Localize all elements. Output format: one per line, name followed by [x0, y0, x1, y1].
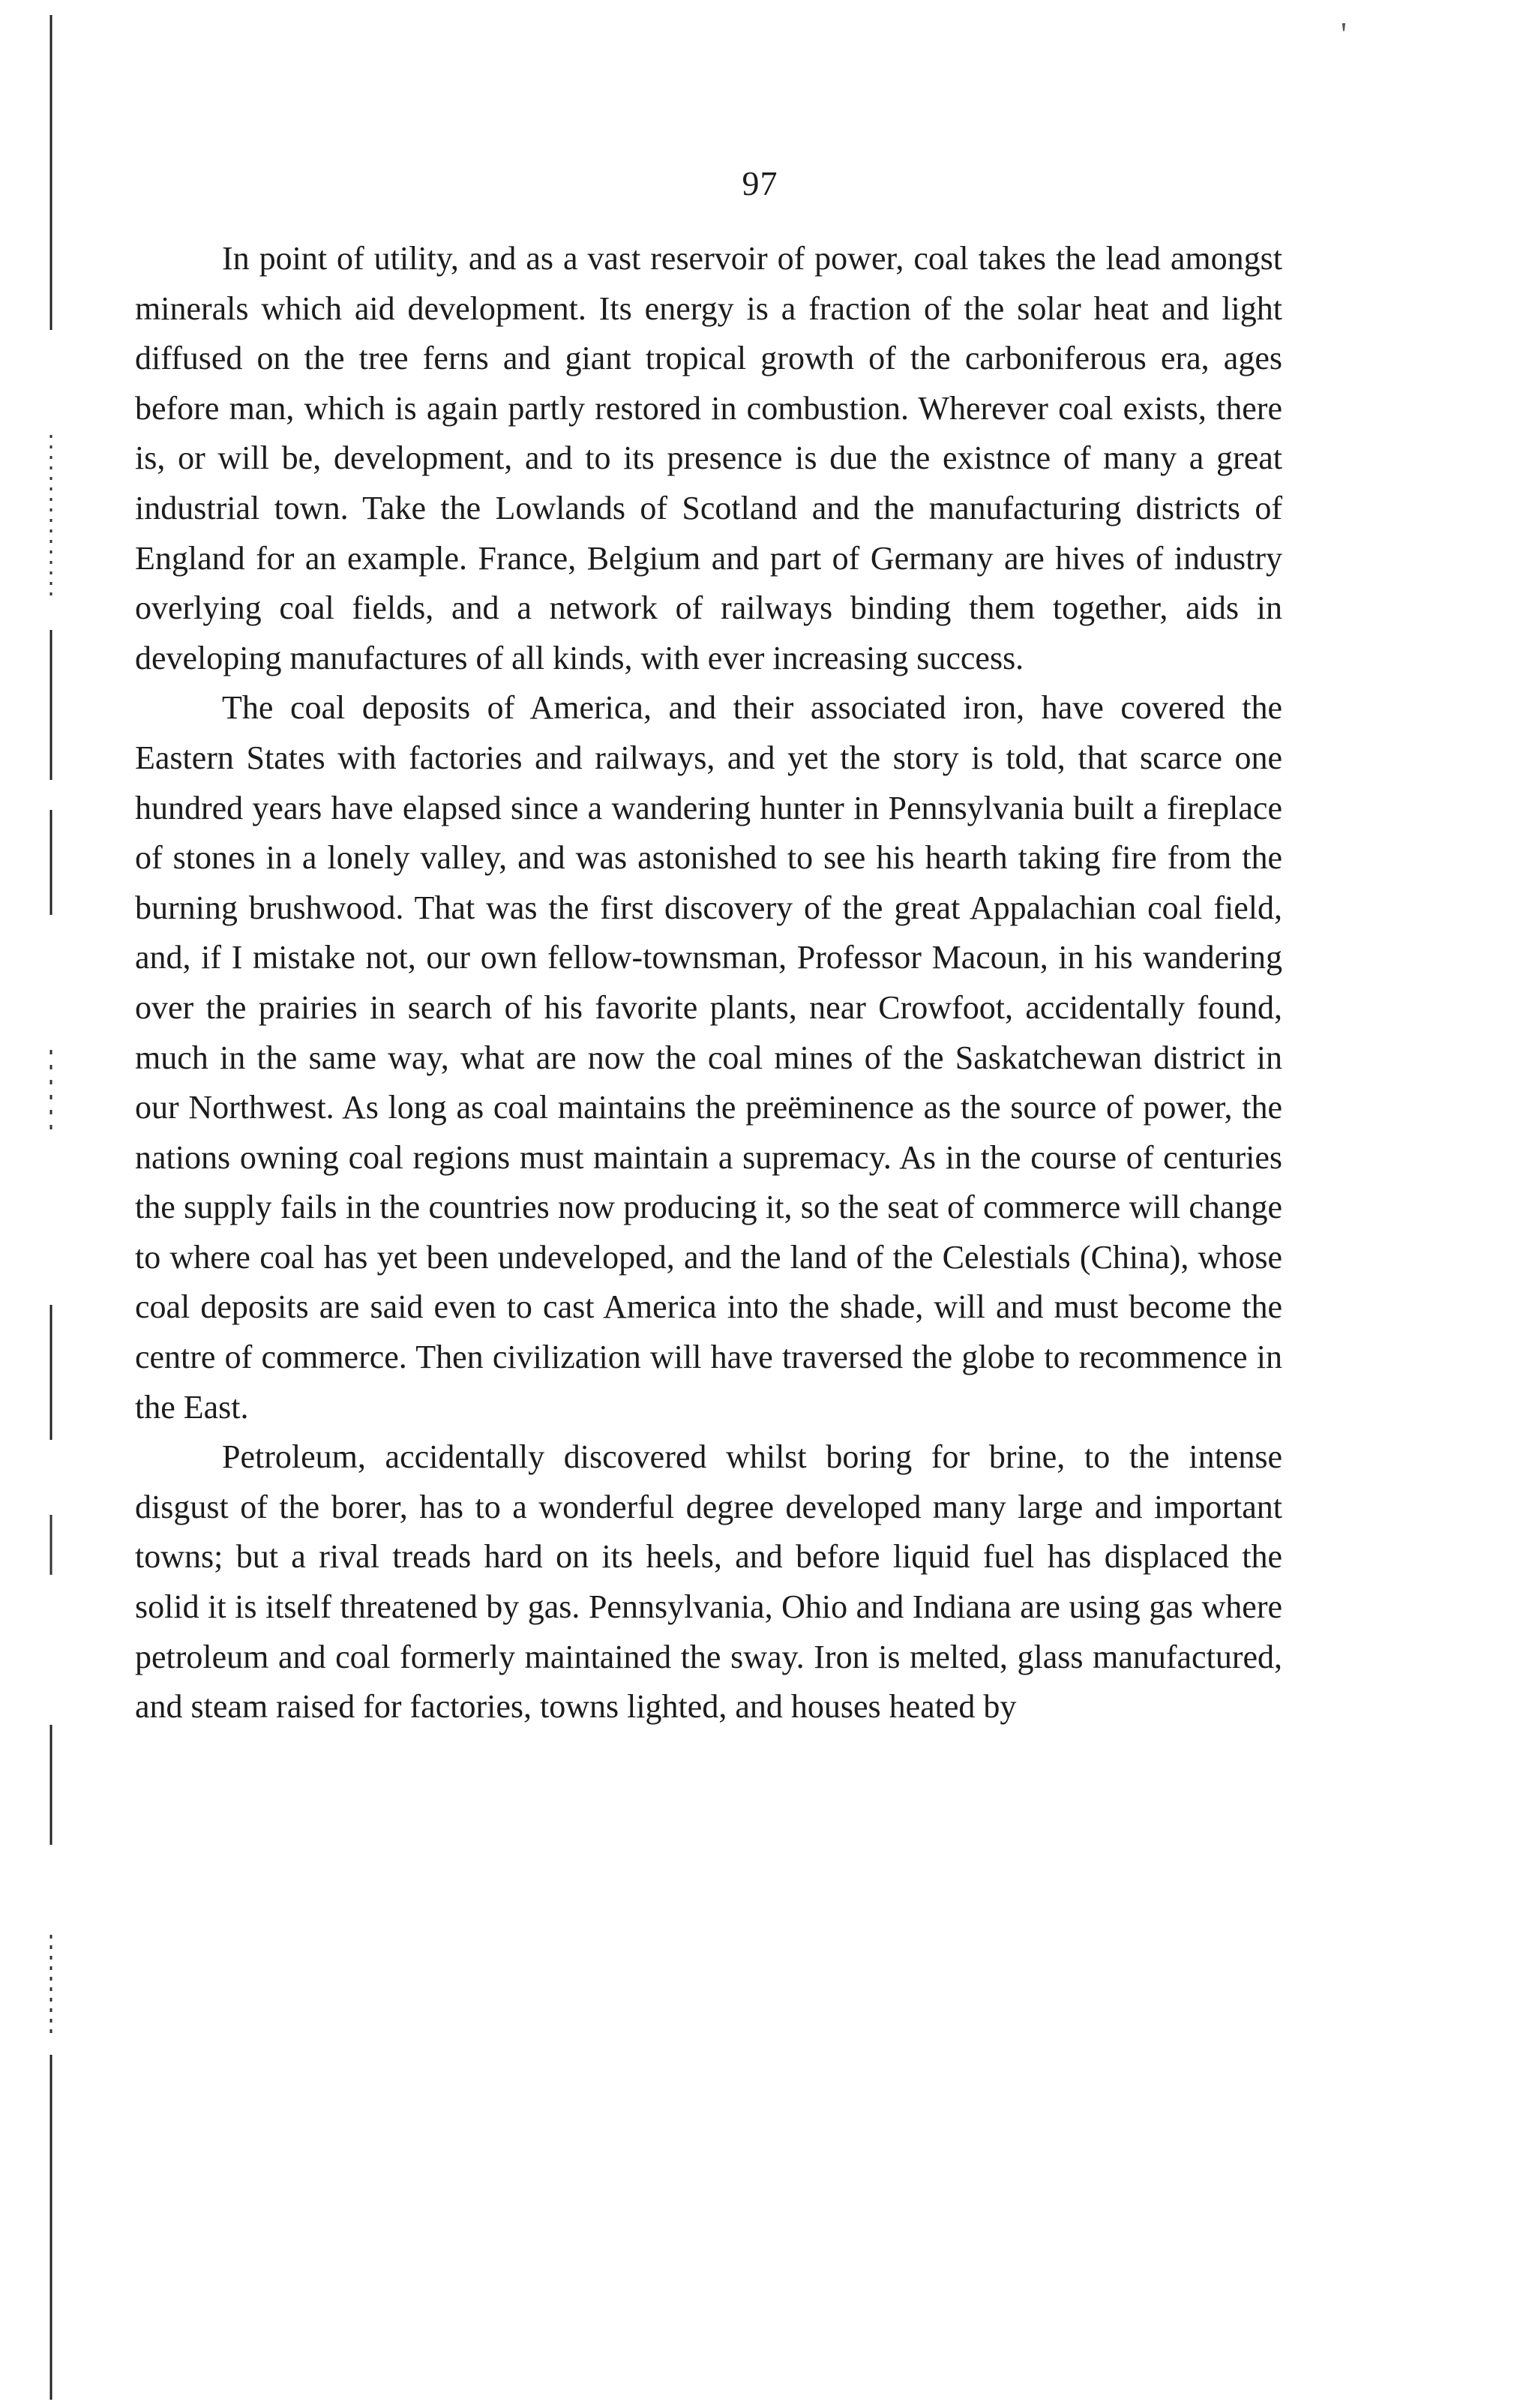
paragraph-coal-america: The coal deposits of America, and their associated iron, have covered the Eastern States with factories and railways, and yet the story is told, that scarce one hundred years have elapsed since a wandering hunter in Pennsylvania built a fireplace of stones in a lonely valley, and was astonished to see his hearth taking fire from the burning brushwood. That was the first discovery of the great Appalachian coal field, and, if I mistake not, our own fellow-townsman, Professor Macoun, in his wandering over the prairies in search of his favorite plants, near Crowfoot, accidentally found, much in the same way, what are now the coal mines of the Saskatchewan district in our Northwest. As long as coal maintains the preëminence as the source of power, the nations owning coal regions must maintain a supremacy. As in the course of centuries the supply fails in the countries now producing it, so the seat of commerce will change to where coal has yet been undeveloped, and the land of the Celestials (China), whose coal deposits are said even to cast America into the shade, will and must become the centre of commerce. Then civilization will have traversed the globe to recommence in the East.	[135, 689, 1282, 1426]
body-text	[135, 234, 1282, 1732]
binding-edge-marks	[46, 15, 55, 2400]
paragraph-petroleum-gas: Petroleum, accidentally discovered whilst boring for brine, to the intense disgust of the borer, has to a wonderful degree developed many large and important towns; but a rival treads hard on its heels, and before liquid fuel has displaced the solid it is itself threatened by gas. Pennsylvania, Ohio and Indiana are using gas where petroleum and coal formerly maintained the sway. Iron is melted, glass manufactured, and steam raised for factories, towns lighted, and houses heated by	[135, 1438, 1282, 1726]
corner-tick-mark: '	[1341, 16, 1347, 52]
page-number: 97	[742, 164, 778, 202]
paragraph-coal-utility: In point of utility, and as a vast reservoir of power, coal takes the lead amongst minerals which aid development. Its energy is a fraction of the solar heat and light diffused on the tree ferns and giant tropical growth of the carboniferous era, ages before man, which is again partly restored in combustion. Wherever coal exists, there is, or will be, development, and to its presence is due the existnce of many a great industrial town. Take the Lowlands of Scotland and the manufacturing districts of England for an example. France, Belgium and part of Germany are hives of industry overlying coal fields, and a network of railways binding them together, aids in developing manufactures of all kinds, with ever increasing success.	[135, 240, 1282, 676]
